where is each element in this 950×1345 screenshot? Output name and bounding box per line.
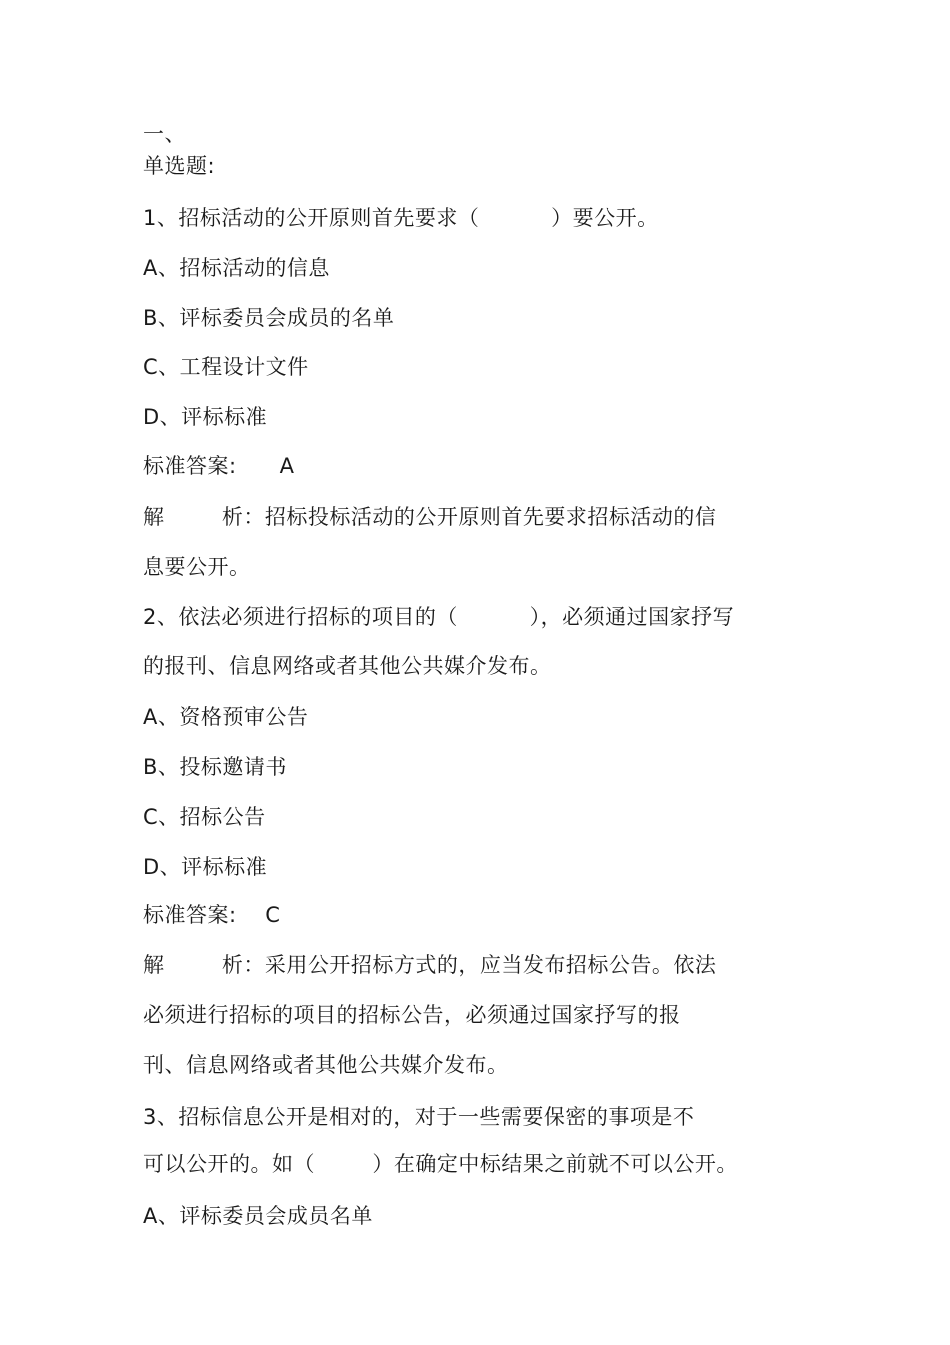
q2-explanation-line-2: 必须进行招标的项目的招标公告，必须通过国家抒写的报 (143, 1003, 681, 1027)
q2-option-a: A、资格预审公告 (143, 705, 309, 729)
q1-option-a: A、招标活动的信息 (143, 256, 330, 280)
q1-explanation-line-1: 解 析：招标投标活动的公开原则首先要求招标活动的信 (143, 505, 717, 529)
q2-option-d: D、评标标准 (143, 855, 268, 879)
q1-option-c: C、工程设计文件 (143, 355, 309, 379)
question-1: 1、招标活动的公开原则首先要求（ ）要公开。 (143, 206, 659, 230)
section-number: 一、 (143, 122, 186, 146)
question-2-line-1: 2、依法必须进行招标的项目的（ ），必须通过国家抒写 (143, 605, 735, 629)
q1-option-d: D、评标标准 (143, 405, 268, 429)
q2-answer: 标准答案: C (143, 903, 281, 927)
q2-option-b: B、投标邀请书 (143, 755, 287, 779)
question-3-line-2: 可以公开的。如（ ）在确定中标结果之前就不可以公开。 (143, 1152, 738, 1176)
q2-explanation-line-1: 解 析：采用公开招标方式的，应当发布招标公告。依法 (143, 953, 717, 977)
q1-explanation-line-2: 息要公开。 (143, 555, 251, 579)
section-title: 单选题: (143, 154, 216, 178)
question-3-line-1: 3、招标信息公开是相对的，对于一些需要保密的事项是不 (143, 1105, 695, 1129)
q1-option-b: B、评标委员会成员的名单 (143, 306, 395, 330)
q2-explanation-line-3: 刊、信息网络或者其他公共媒介发布。 (143, 1053, 509, 1077)
question-2-line-2: 的报刊、信息网络或者其他公共媒介发布。 (143, 654, 552, 678)
q1-answer: 标准答案: A (143, 454, 295, 478)
q3-option-a: A、评标委员会成员名单 (143, 1204, 373, 1228)
q2-option-c: C、招标公告 (143, 805, 266, 829)
